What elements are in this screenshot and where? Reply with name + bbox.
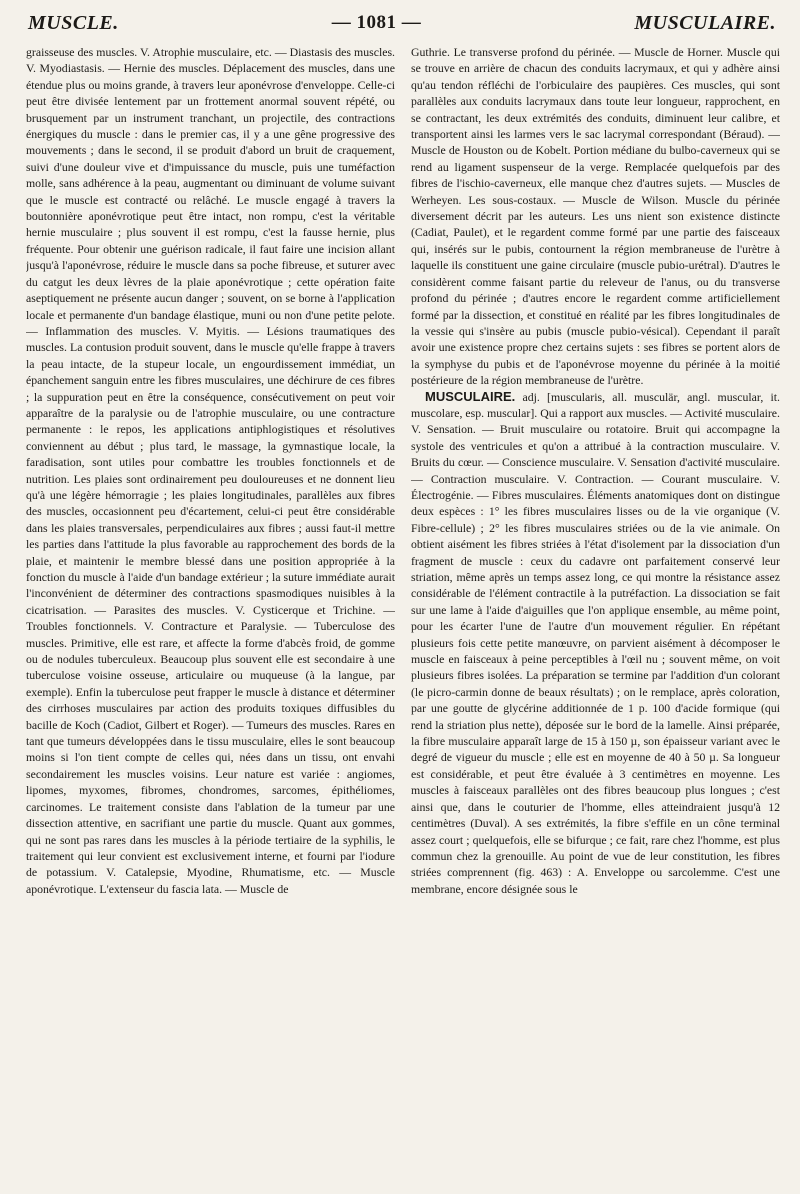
text-columns bbox=[26, 44, 780, 1186]
left-column bbox=[26, 44, 395, 1186]
entry-headword: MUSCULAIRE. bbox=[425, 388, 516, 404]
page-number: — 1081 — bbox=[331, 12, 422, 33]
header-right-word: MUSCULAIRE. bbox=[634, 11, 776, 34]
left-column-paragraph: graisseuse des muscles. V. Atrophie musculaire, etc. — Diastasis des muscles. V. Myodiastasis. — Hernie des muscles. Déplacement des muscles, dans une étendue plus ou moins grande, à travers leur aponévrose d'enveloppe. Celle-ci peut être divisée lentement par un frottement anormal souvent répété, ou brusquement par un instrument tranchant, un projectile, des contractions énergiques du muscle : dans le premier cas, il y a une gêne progressive des mouvements ; dans le second, il se produit d'abord un bruit de craquement, suivi d'une douleur vive et d'impuissance du muscle, puis une tuméfaction molle, sans adhérence à la peau, augmentant ou diminuant de volume suivant que le muscle est contracté ou relâché. Le muscle engagé à travers la boutonnière aponévrotique peut être intact, non rompu, c'est la véritable hernie musculaire ; plus souvent il est rompu, c'est la fausse hernie, plus fréquente. Pour obtenir une guérison radicale, il faut faire une incision allant jusqu'à l'aponévrose, réduire le muscle dans sa poche fibreuse, et suturer avec du catgut les deux lèvres de la plaie aponévrotique ; cette opération faite aseptiquement ne présente aucun danger ; souvent, on se borne à l'application locale et permanente d'un bandage élastique, muni ou non d'une petite pelote. — Inflammation des muscles. V. Myitis. — Lésions traumatiques des muscles. La contusion produit souvent, dans le muscle qu'elle frappe à travers la peau intacte, de la stupeur locale, un engourdissement immédiat, un épanchement sanguin entre les fibres musculaires, une déchirure de ces fibres ; la suppuration peut en être la conséquence, consécutivement on peut voir apparaître de la paralysie ou de l'atrophie musculaire, ou une contracture permanente : le repos, les applications antiphlogistiques et résolutives conviennent au début ; plus tard, le massage, la gymnastique locale, la faradisation, sont utiles pour combattre les troubles fonctionnels et de nutrition. Les plaies sont ordinairement peu douloureuses et ne donnent lieu qu'à une légère hémorragie ; les plaies longitudinales, parallèles aux fibres des muscles, occasionnent peu d'écartement, celui-ci peut être considérable dans les plaies transversales, perpendiculaires aux fibres ; aussi faut-il mettre les parties dans l'attitude la plus favorable au rapprochement des bords de la plaie, et maintenir le membre blessé dans une position appropriée à la fonction du muscle à l'aide d'un bandage extérieur ; la suture immédiate aurait l'inconvénient de déterminer des contractions spasmodiques nuisibles à la cicatrisation. — Parasites des muscles. V. Cysticerque et Trichine. — Troubles fonctionnels. V. Contracture et Paralysie. — Tuberculose des muscles. Primitive, elle est rare, et affecte la forme d'abcès froid, de gomme ou de nodules tuberculeux. Beaucoup plus souvent elle est secondaire à une tuberculose voisine osseuse, articulaire ou muqueuse (à la langue, par exemple). Enfin la tuberculose peut frapper le muscle à distance et déterminer des cirrhoses musculaires par action des produits toxiques diffusibles du bacille de Koch (Cadiot, Gilbert et Roger). — Tumeurs des muscles. Rares en tant que tumeurs développées dans le tissu musculaire, elles le sont beaucoup moins si l'on tient compte de celles qui, nées dans un tissu, ont envahi secondairement les muscles voisins. Leur nature est variée : angiomes, lipomes, myxomes, fibromes, chondromes, sarcomes, épithéliomes, carcinomes. Le traitement consiste dans l'ablation de la tumeur par une dissection attentive, en sacrifiant une partie du muscle. Quant aux gommes, qui ne sont pas rares dans les muscles à la période tertiaire de la syphilis, le traitement qui leur convient est exclusivement interne, et fourni par l'iodure de potassium. V. Catalepsie, Myodine, Rhumatisme, etc. — Muscle aponévrotique. L'extenseur du fascia lata. — Muscle de bbox=[26, 45, 395, 896]
right-column bbox=[411, 44, 780, 1186]
right-column-paragraph: Guthrie. Le transverse profond du périnée. — Muscle de Horner. Muscle qui se trouve en arrière de chacun des conduits lacrymaux, et qui y adhère ainsi qu'au tendon réfléchi de l'orbiculaire des paupières. Ces muscles, qui sont parallèles aux conduits lacrymaux dans toute leur longueur, rapprochent, en se contractant, les deux extrémités des conduits, diminuent leur calibre, et transportent ainsi les larmes vers le sac lacrymal correspondant (Béraud). — Muscle de Houston ou de Kobelt. Portion médiane du bulbo-caverneux qui se rend au ligament suspenseur de la verge. Remplacée quelquefois par des fibres de l'ischio-caverneux, elle manque chez d'autres sujets. — Muscles de Werheyen. Les sous-costaux. — Muscle de Wilson. Muscle du périnée diversement décrit par les auteurs. Les uns nient son existence distincte (Cadiat, Paulet), et le regardent comme formé par une partie des faisceaux qui, insérés sur le pubis, contournent la région membraneuse de l'urètre à laquelle ils constituent une gaine circulaire (muscle pubio-urétral). D'autres le considèrent comme faisant partie du releveur de l'anus, ou du transverse profond du périnée ; d'autres encore le regardent comme artificiellement formé par la dissection, et constitué en réalité par les fibres longitudinales de la vessie qui s'insère au pubis (muscle pubio-vésical). Cependant il paraît avoir une existence propre chez certains sujets : ses fibres se portent alors de la symphyse du pubis et de l'aponévrose moyenne du périnée à la moitié postérieure de la région membraneuse de l'urètre. bbox=[411, 45, 780, 388]
musculaire-entry bbox=[411, 389, 780, 898]
entry-text: adj. [muscularis, all. musculär, angl. muscular, it. muscolare, esp. muscular]. Qui a rapport aux muscles. — Activité musculaire. V. Sensation. — Bruit musculaire ou rotatoire. Bruit qui accompagne la systole des ventricules et qu'on a attribué à la contraction musculaire. V. Bruits du cœur. — Conscience musculaire. V. Sensation d'activité musculaire. — Contraction musculaire. V. Contraction. — Courant musculaire. V. Électrogénie. — Fibres musculaires. Éléments anatomiques dont on distingue deux espèces : 1° les fibres musculaires lisses ou de la vie organique (V. Fibre-cellule) ; 2° les fibres musculaires striées ou de la vie animale. On obtient aisément les fibres striées à l'état d'isolement par la dissociation d'un fragment de muscle : ceux du cadavre ont parfaitement conservé leur striation, même après un temps assez long, ce qui montre la résistance assez considérable de l'élément contractile à la putréfaction. La dissociation se fait sur une lame à l'aide d'aiguilles que l'on applique ensemble, au même point, pour les écarter l'une de l'autre d'un mouvement régulier. En répétant plusieurs fois cette petite manœuvre, on parvient aisément à décomposer le muscle en faisceaux à peine perceptibles à l'œil nu ; souvent même, on voit plusieurs fibres isolées. La préparation se termine par l'addition d'un colorant (le picro-carmin donne de beaux résultats) ; on le remplace, après coloration, par une goutte de glycérine additionnée de 1 p. 100 d'acide formique (qui rend la striation plus nette), déposée sur le bord de la lamelle. Ainsi préparée, la fibre musculaire apparaît large de 15 à 150 µ, son épaisseur variant avec le degré de vigueur du muscle ; elle est en moyenne de 40 à 50 µ. Sa longueur est considérable, et peut être évaluée à 3 centimètres en moyenne. Les muscles à faisceaux parallèles ont des fibres beaucoup plus longues ; c'est ainsi que, dans le couturier de l'homme, elles atteindraient jusqu'à 12 centimètres (Duval). A ses extrémités, la fibre s'effile en un cône terminal assez court ; quelquefois, elle se bifurque ; ce fait, rare chez l'homme, est plus commun chez la grenouille. Au point de vue de leur constitution, les fibres striées comprennent (fig. 463) : A. Enveloppe ou sarcolemme. C'est une membrane, encore désignée sous le bbox=[411, 389, 780, 896]
header-left-word: MUSCLE. bbox=[28, 11, 119, 34]
running-header bbox=[28, 8, 776, 38]
